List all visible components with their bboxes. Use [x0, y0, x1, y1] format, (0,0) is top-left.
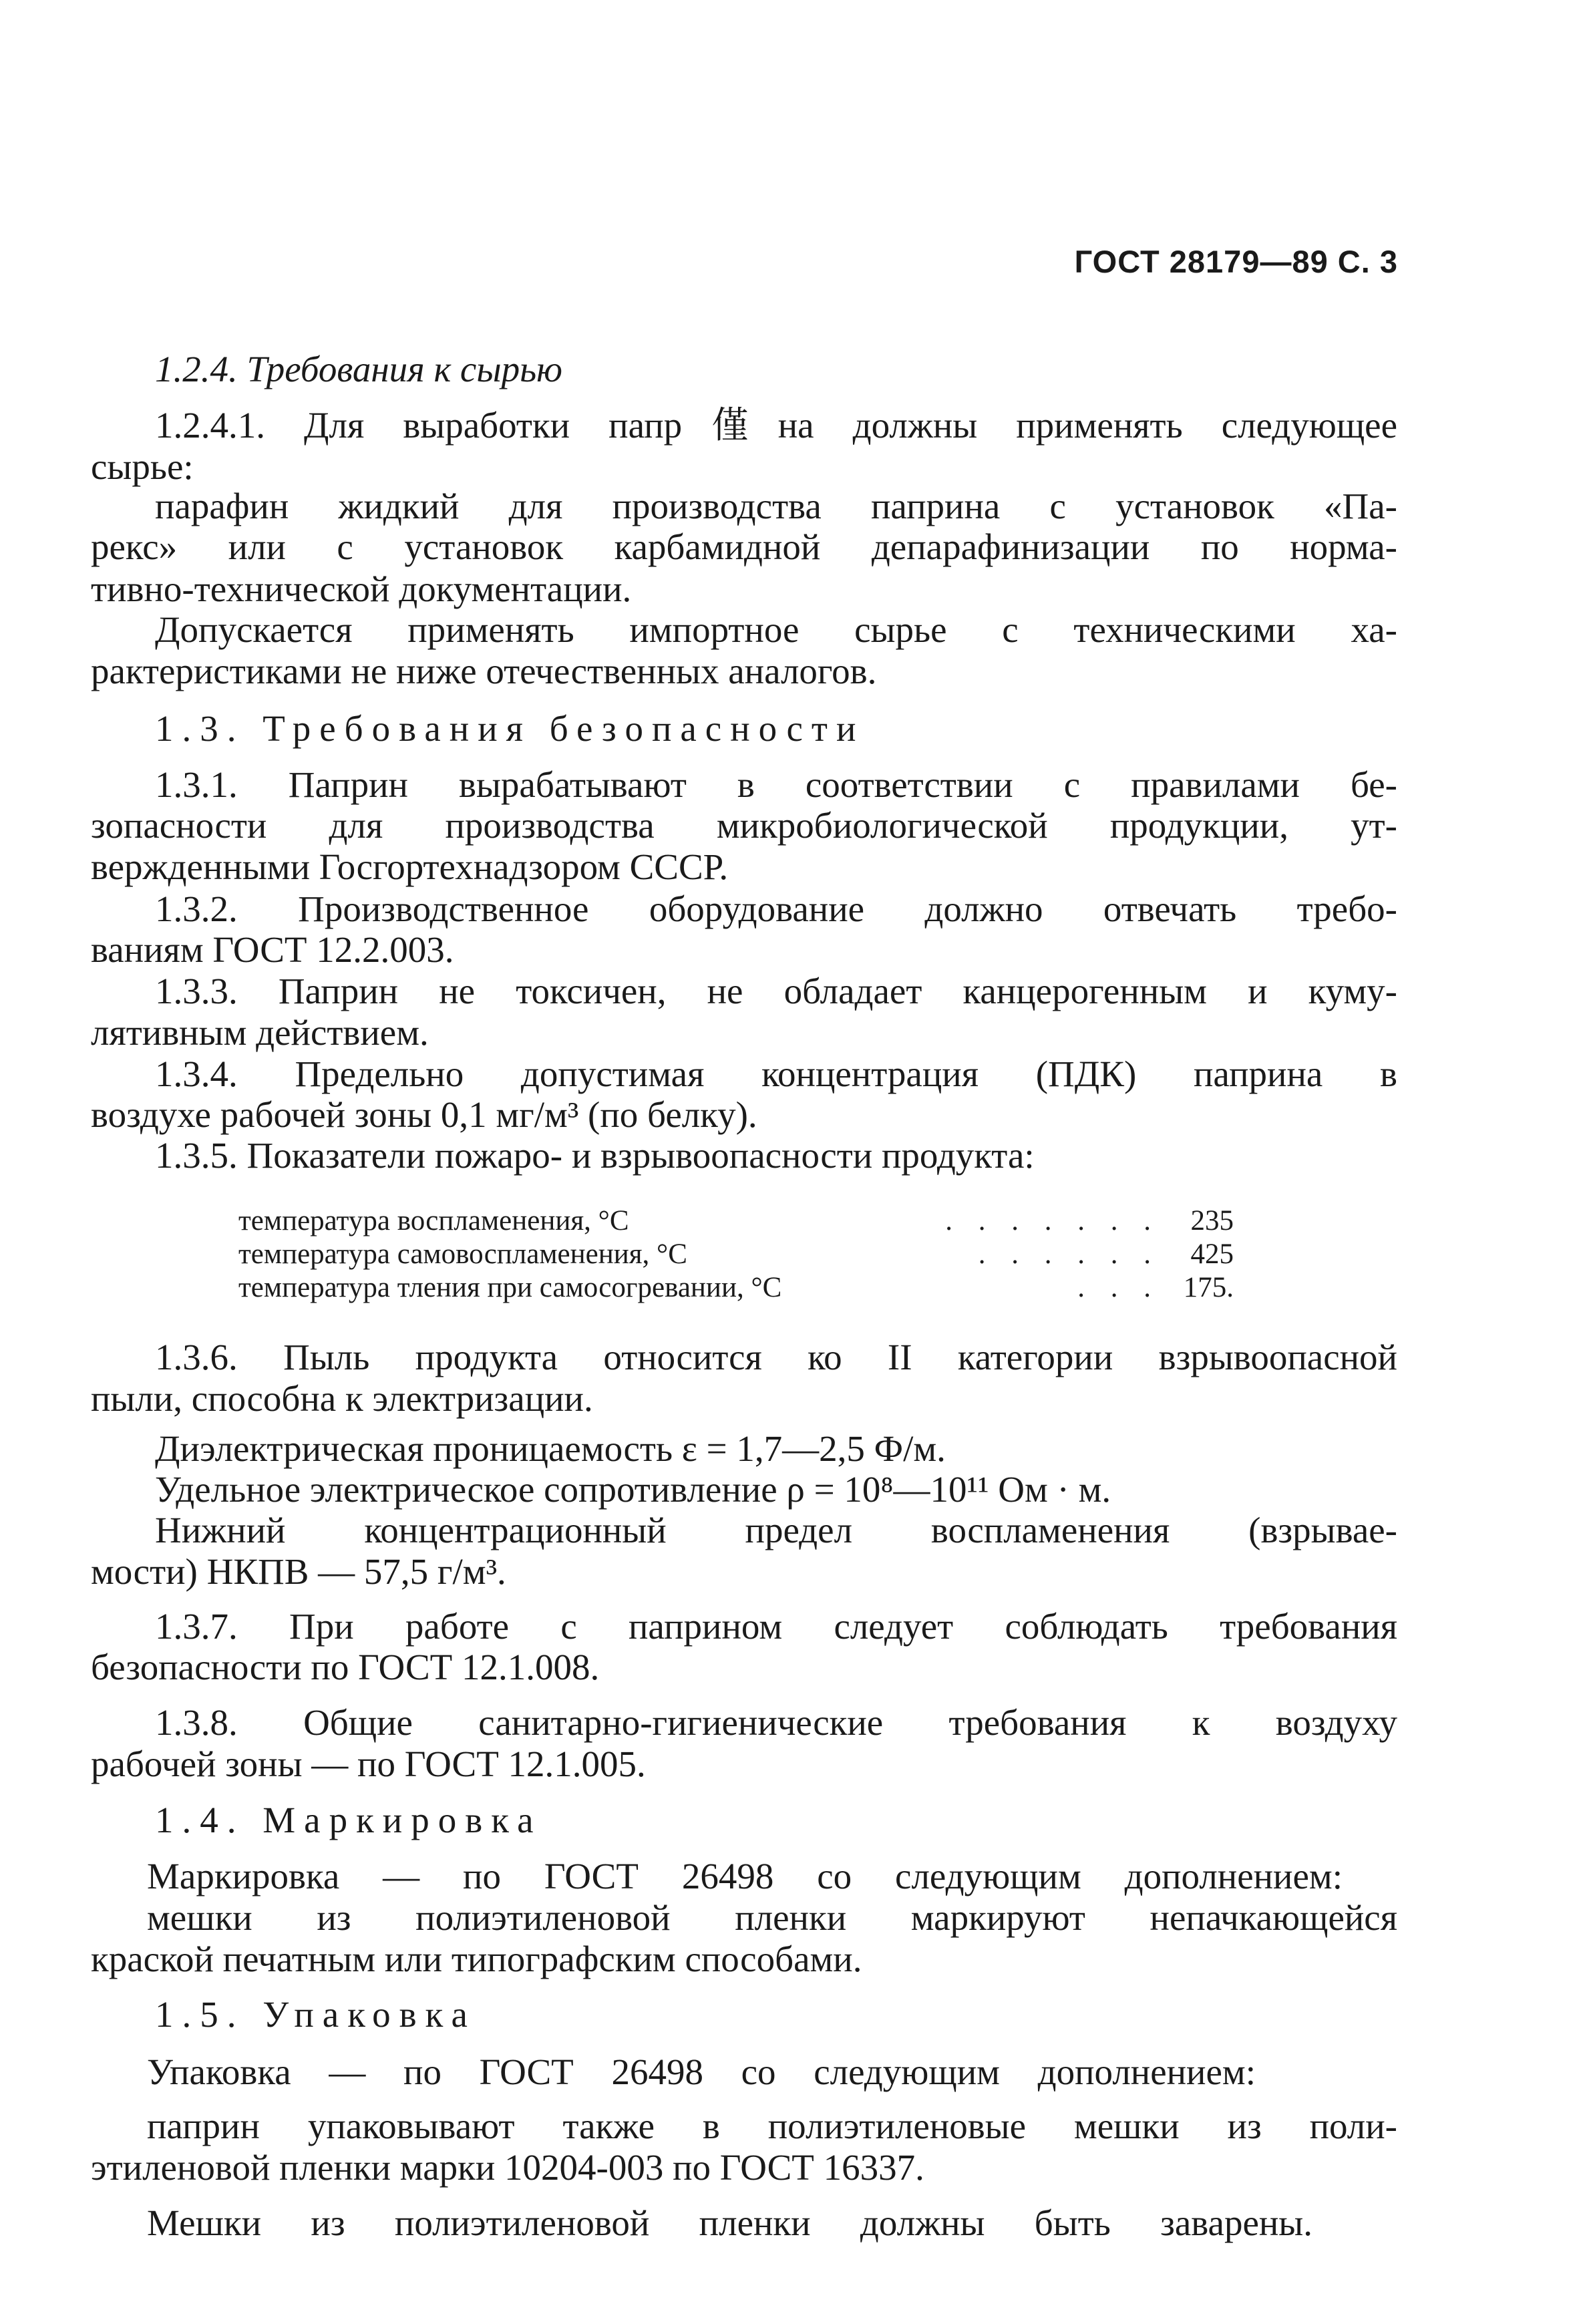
text-line-content: лятивным действием. — [91, 1012, 429, 1053]
fire-table-row — [238, 1204, 1234, 1238]
text-line-content: Допускается применять импортное сырье с техническими ха- — [155, 609, 1397, 650]
text-line-content: 1.3.1. Паприн вырабатывают в соответствии с правилами бе- — [155, 764, 1397, 805]
text-line-content: сырье: — [91, 446, 194, 487]
text-line — [91, 928, 1536, 972]
leader-dots: . . . . . . . — [945, 1205, 1160, 1236]
text-line-content: мешки из полиэтиленовой пленки маркируют непачкающейся — [147, 1897, 1397, 1938]
fire-table-label: температура воспламенения, °С — [238, 1205, 629, 1236]
text-line — [155, 1468, 1536, 1512]
text-line-content: 1.3.4. Предельно допустимая концентрация (ПДК) паприна в — [155, 1053, 1397, 1094]
text-line — [147, 2050, 1256, 2094]
fire-table-label: температура самовоспламенения, °С — [238, 1238, 687, 1270]
fire-hazard-table — [238, 1204, 1234, 1305]
leader-dots: . . . — [1077, 1272, 1160, 1303]
text-line — [91, 649, 1536, 693]
text-line — [155, 1335, 1397, 1379]
text-line — [147, 1854, 1343, 1898]
text-line-content: 1.3.6. Пыль продукта относится ко II категории взрывоопасной — [155, 1337, 1397, 1377]
text-line-content: 1.3.5. Показатели пожаро- и взрывоопасности продукта: — [155, 1135, 1035, 1176]
text-line-content: Диэлектрическая проницаемость ε = 1,7—2,5 Ф/м. — [155, 1428, 946, 1469]
text-line — [91, 445, 1536, 489]
text-line — [155, 608, 1397, 652]
text-line — [91, 525, 1397, 569]
text-line-content: пыли, способна к электризации. — [91, 1378, 593, 1419]
text-line — [155, 1701, 1397, 1745]
text-line — [155, 707, 1536, 751]
text-line-content: воздухе рабочей зоны 0,1 мг/м³ (по белку). — [91, 1094, 757, 1135]
text-line — [91, 1550, 1536, 1594]
text-line-content: краской печатным или типографским способами. — [91, 1939, 862, 1979]
fire-table-value: 175. — [1183, 1272, 1234, 1303]
text-line-content: Нижний концентрационный предел воспламенения (взрывае- — [155, 1510, 1397, 1550]
text-line — [147, 2104, 1397, 2148]
text-line — [91, 1937, 1536, 1981]
text-line — [155, 1134, 1536, 1178]
text-line — [155, 347, 1536, 391]
text-line-content: 1.3.7. При работе с паприном следует соблюдать требования — [155, 1606, 1397, 1647]
text-line — [91, 1742, 1536, 1786]
text-line — [91, 845, 1536, 889]
text-line-content: зопасности для производства микробиологической продукции, ут- — [91, 805, 1397, 846]
text-line-content: 1.4. Маркировка — [155, 1800, 542, 1840]
text-line-content: 1.3.3. Паприн не токсичен, не обладает канцерогенным и куму- — [155, 971, 1397, 1011]
text-line — [155, 763, 1397, 807]
text-line-content: паприн упаковывают также в полиэтиленовые мешки из поли- — [147, 2106, 1397, 2146]
text-line-content: этиленовой пленки марки 10204-003 по ГОСТ 16337. — [91, 2147, 924, 2188]
text-line — [91, 804, 1397, 848]
text-line-content: вержденными Госгортехнадзором СССР. — [91, 846, 729, 887]
leader-dots: . . . . . . — [978, 1238, 1160, 1270]
text-line-content: 1.3. Требования безопасности — [155, 708, 865, 749]
fire-table-value: 235 — [1190, 1205, 1234, 1236]
text-line-content: рактеристиками не ниже отечественных аналогов. — [91, 651, 877, 691]
text-line — [91, 2146, 1536, 2190]
text-line — [155, 969, 1397, 1013]
text-line-content: рабочей зоны — по ГОСТ 12.1.005. — [91, 1744, 646, 1784]
text-line — [155, 1798, 1536, 1842]
text-line — [155, 1052, 1397, 1096]
text-line — [155, 887, 1397, 931]
text-line — [155, 1993, 1536, 2037]
text-line — [91, 1011, 1536, 1055]
text-line — [155, 403, 1397, 448]
text-line-content: 1.2.4. Требования к сырью — [155, 349, 562, 389]
text-line — [147, 2201, 1312, 2245]
text-line-content: безопасности по ГОСТ 12.1.008. — [91, 1647, 600, 1687]
text-line-content: Маркировка — по ГОСТ 26498 со следующим дополнением: — [147, 1856, 1343, 1896]
text-line — [91, 1093, 1536, 1137]
text-line-content: ваниям ГОСТ 12.2.003. — [91, 929, 454, 970]
fire-table-label: температура тления при самосогревании, °С — [238, 1272, 782, 1303]
fire-table-row — [238, 1271, 1234, 1305]
text-line-content: 1.3.2. Производственное оборудование должно отвечать требо- — [155, 888, 1397, 929]
text-line-content: Удельное электрическое сопротивление ρ = 10⁸—10¹¹ Ом · м. — [155, 1469, 1111, 1510]
text-line — [91, 1377, 1536, 1421]
text-line-content: 1.3.8. Общие санитарно-гигиенические требования к воздуху — [155, 1702, 1397, 1743]
text-line — [155, 1605, 1397, 1649]
text-line — [155, 484, 1397, 528]
fire-table-value: 425 — [1190, 1238, 1234, 1270]
text-line — [155, 1508, 1397, 1552]
text-line — [147, 1896, 1397, 1940]
text-line-content: 1.2.4.1. Для выработки папр僅на должны применять следующее — [155, 405, 1397, 446]
text-line-content: Мешки из полиэтиленовой пленки должны быть заварены. — [147, 2202, 1312, 2243]
text-line — [155, 1427, 1536, 1471]
text-line-content: мости) НКПВ — 57,5 г/м³. — [91, 1551, 506, 1592]
text-line-content: тивно-технической документации. — [91, 568, 632, 609]
fire-table-row — [238, 1238, 1234, 1271]
text-line-content: рекс» или с установок карбамидной депарафинизации по норма- — [91, 526, 1397, 567]
text-line-content: парафин жидкий для производства паприна с установок «Па- — [155, 486, 1397, 526]
text-line — [91, 567, 1536, 611]
text-line-content: Упаковка — по ГОСТ 26498 со следующим дополнением: — [147, 2051, 1256, 2092]
text-line-content: 1.5. Упаковка — [155, 1994, 476, 2035]
page-header-code: ГОСТ 28179—89 С. 3 — [1074, 244, 1398, 279]
text-line — [91, 1645, 1536, 1689]
